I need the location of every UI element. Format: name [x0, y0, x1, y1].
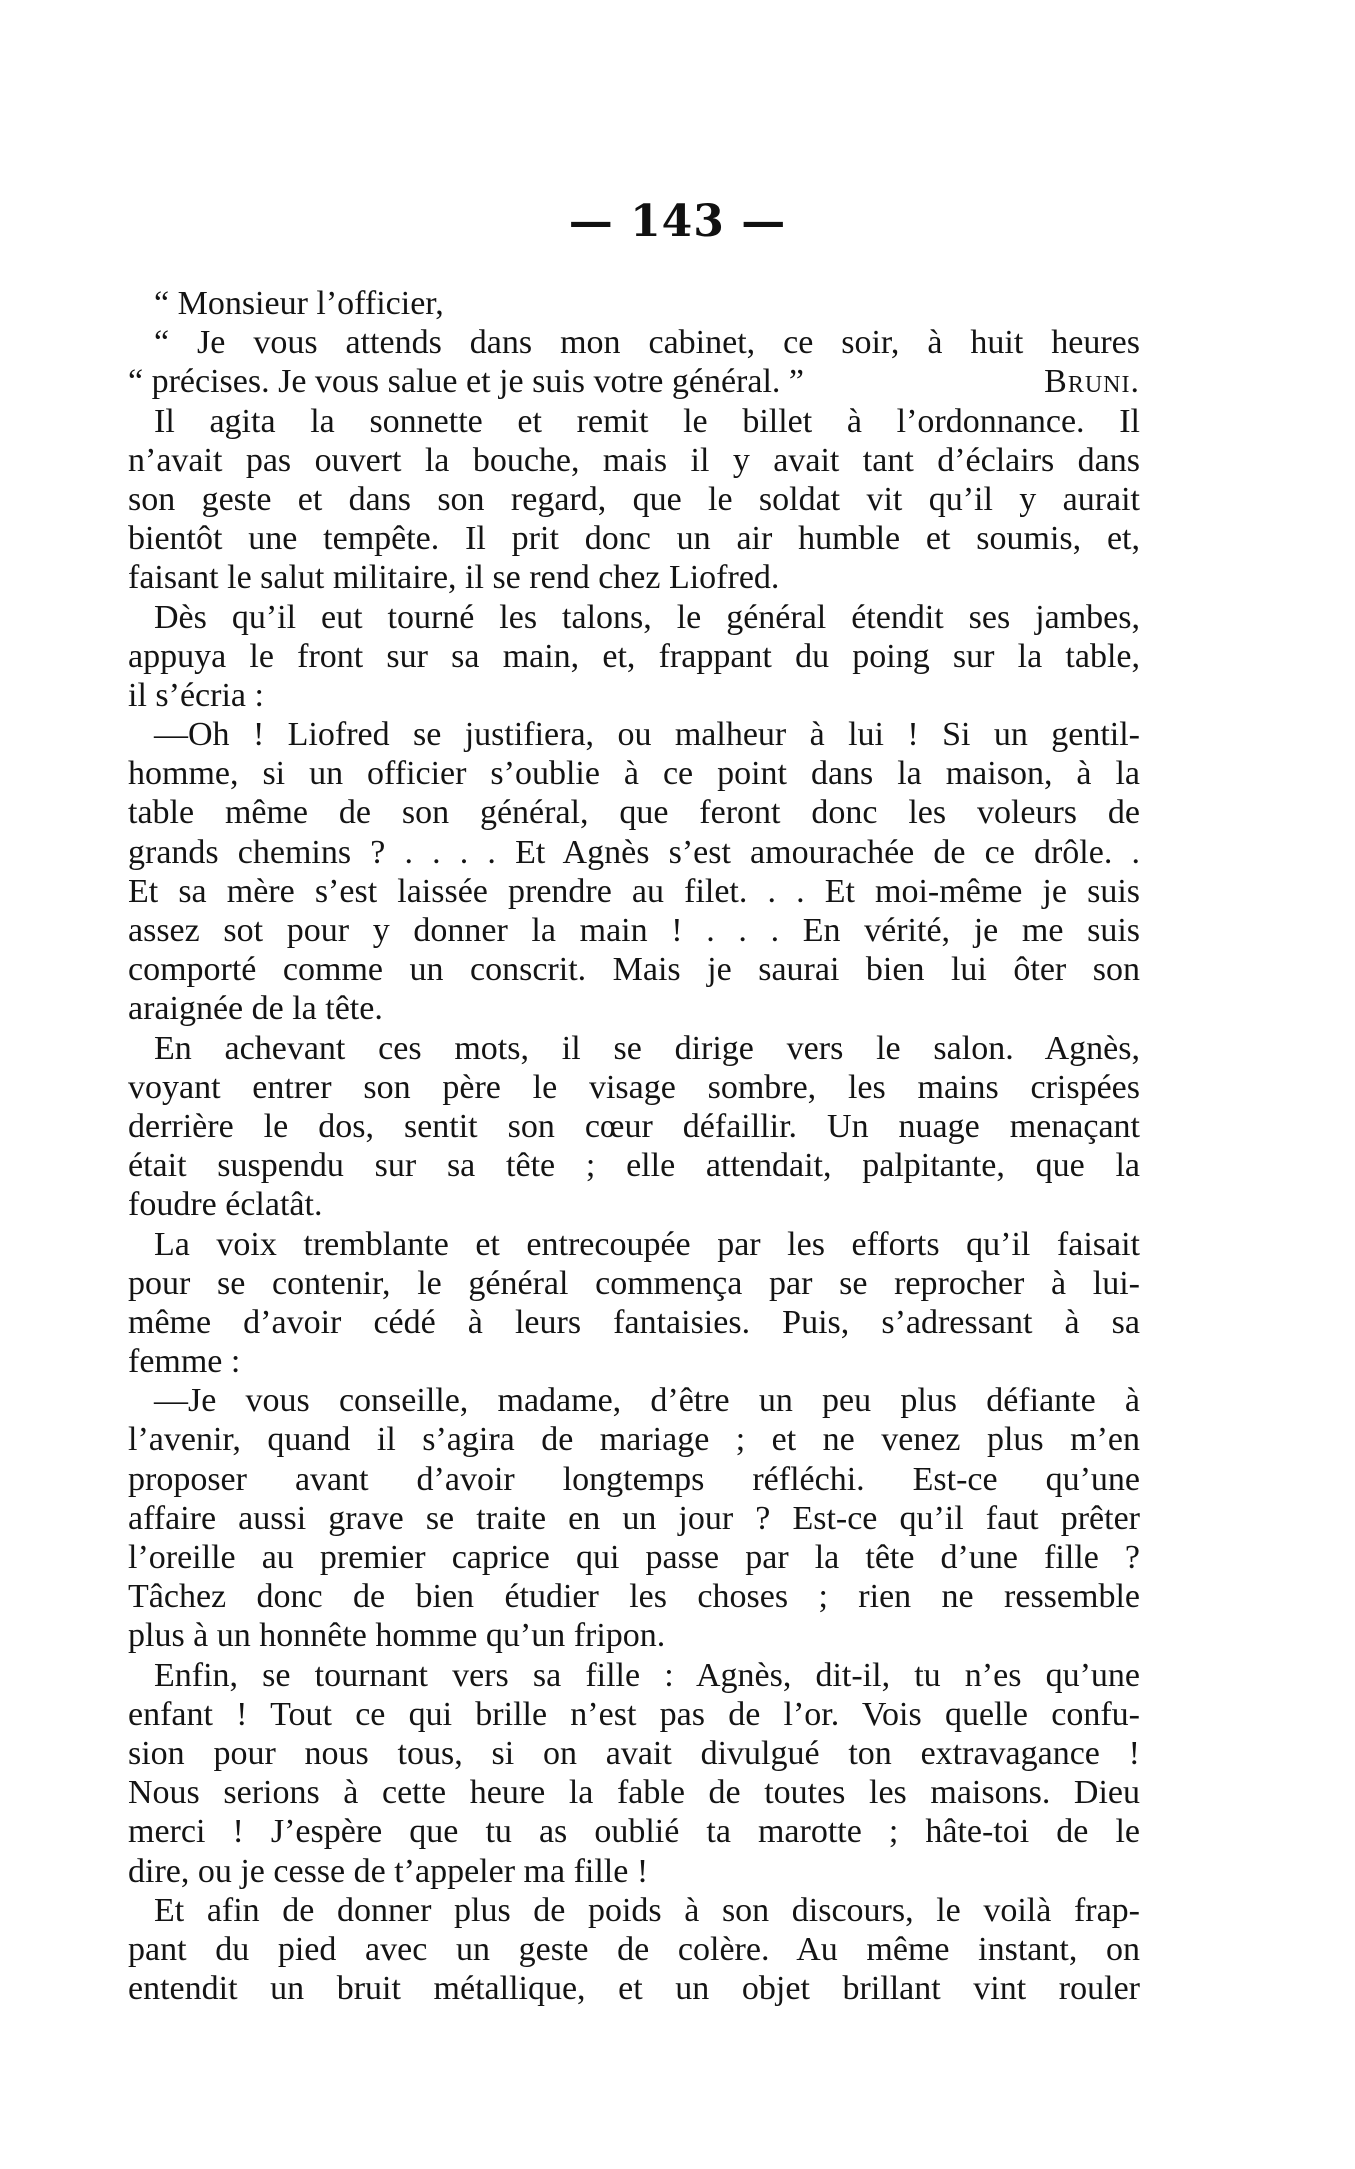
- text-line-16: Et sa mère s’est laissée prendre au filet. . . Et moi-même je suis: [128, 872, 1140, 910]
- text-line-29: —Je vous conseille, madame, d’être un peu plus défiante à: [154, 1382, 1140, 1420]
- text-line-2: “ Je vous attends dans mon cabinet, ce soir, à huit heures: [154, 324, 1140, 362]
- signature: Bruni.: [1044, 363, 1140, 401]
- text-line-40: merci ! J’espère que tu as oublié ta marotte ; hâte-toi de le: [128, 1813, 1140, 1851]
- text-line-36: Enfin, se tournant vers sa fille : Agnès, dit-il, tu n’es qu’une: [154, 1656, 1140, 1694]
- text-line-30: l’avenir, quand il s’agira de mariage ; et ne venez plus m’en: [128, 1421, 1140, 1459]
- text-line-24: foudre éclatât.: [128, 1186, 323, 1224]
- text-line-20: En achevant ces mots, il se dirige vers le salon. Agnès,: [154, 1029, 1140, 1067]
- text-line-35: plus à un honnête homme qu’un fripon.: [128, 1617, 666, 1655]
- text-line-22: derrière le dos, sentit son cœur défaillir. Un nuage menaçant: [128, 1107, 1140, 1145]
- text-line-32: affaire aussi grave se traite en un jour ? Est-ce qu’il faut prêter: [128, 1499, 1140, 1537]
- text-line-21: voyant entrer son père le visage sombre, les mains crispées: [128, 1068, 1140, 1106]
- text-line-10: appuya le front sur sa main, et, frappant du poing sur la table,: [128, 637, 1140, 675]
- text-line-34: Tâchez donc de bien étudier les choses ; rien ne ressemble: [128, 1578, 1140, 1616]
- text-line-31: proposer avant d’avoir longtemps réfléchi. Est-ce qu’une: [128, 1460, 1140, 1498]
- text-line-25: La voix tremblante et entrecoupée par les efforts qu’il faisait: [154, 1225, 1140, 1263]
- text-line-41: dire, ou je cesse de t’appeler ma fille !: [128, 1852, 649, 1890]
- text-line-33: l’oreille au premier caprice qui passe par la tête d’une fille ?: [128, 1539, 1140, 1576]
- text-line-3: “ précises. Je vous salue et je suis votre général. ”: [128, 363, 804, 401]
- page-body: [128, 284, 1140, 2008]
- page-number: — 143 —: [568, 196, 787, 247]
- text-line-26: pour se contenir, le général commença par se reprocher à lui-: [128, 1264, 1140, 1302]
- signature-line: [128, 362, 1140, 401]
- text-line-23: était suspendu sur sa tête ; elle attendait, palpitante, que la: [128, 1147, 1140, 1185]
- text-line-18: comporté comme un conscrit. Mais je saurai bien lui ôter son: [128, 951, 1140, 989]
- text-line-9: Dès qu’il eut tourné les talons, le général étendit ses jambes,: [154, 598, 1140, 636]
- text-line-38: sion pour nous tous, si on avait divulgué ton extravagance !: [128, 1734, 1140, 1772]
- text-line-14: table même de son général, que feront donc les voleurs de: [128, 794, 1140, 832]
- text-line-5: n’avait pas ouvert la bouche, mais il y avait tant d’éclairs dans: [128, 441, 1140, 479]
- text-line-39: Nous serions à cette heure la fable de toutes les maisons. Dieu: [128, 1774, 1140, 1812]
- text-line-8: faisant le salut militaire, il se rend chez Liofred.: [128, 559, 780, 597]
- text-line-27: même d’avoir cédé à leurs fantaisies. Puis, s’adressant à sa: [128, 1303, 1140, 1341]
- text-line-19: araignée de la tête.: [128, 990, 383, 1028]
- text-line-6: son geste et dans son regard, que le soldat vit qu’il y aurait: [128, 480, 1140, 518]
- text-line-12: —Oh ! Liofred se justifiera, ou malheur à lui ! Si un gentil-: [154, 716, 1140, 754]
- text-line-11: il s’écria :: [128, 676, 264, 714]
- text-line-44: entendit un bruit métallique, et un objet brillant vint rouler: [128, 1970, 1140, 2008]
- text-line-15: grands chemins ? . . . . Et Agnès s’est amourachée de ce drôle. .: [128, 833, 1140, 871]
- text-line-4: Il agita la sonnette et remit le billet à l’ordonnance. Il: [154, 402, 1140, 440]
- text-line-1: “ Monsieur l’officier,: [154, 285, 444, 322]
- text-line-17: assez sot pour y donner la main ! . . . En vérité, je me suis: [128, 912, 1140, 949]
- text-line-13: homme, si un officier s’oublie à ce point dans la maison, à la: [128, 755, 1140, 793]
- text-line-28: femme :: [128, 1343, 241, 1381]
- text-line-37: enfant ! Tout ce qui brille n’est pas de l’or. Vois quelle confu-: [128, 1695, 1140, 1733]
- text-line-42: Et afin de donner plus de poids à son discours, le voilà frap-: [154, 1891, 1140, 1929]
- text-line-7: bientôt une tempête. Il prit donc un air humble et soumis, et,: [128, 520, 1140, 558]
- text-line-43: pant du pied avec un geste de colère. Au même instant, on: [128, 1930, 1140, 1968]
